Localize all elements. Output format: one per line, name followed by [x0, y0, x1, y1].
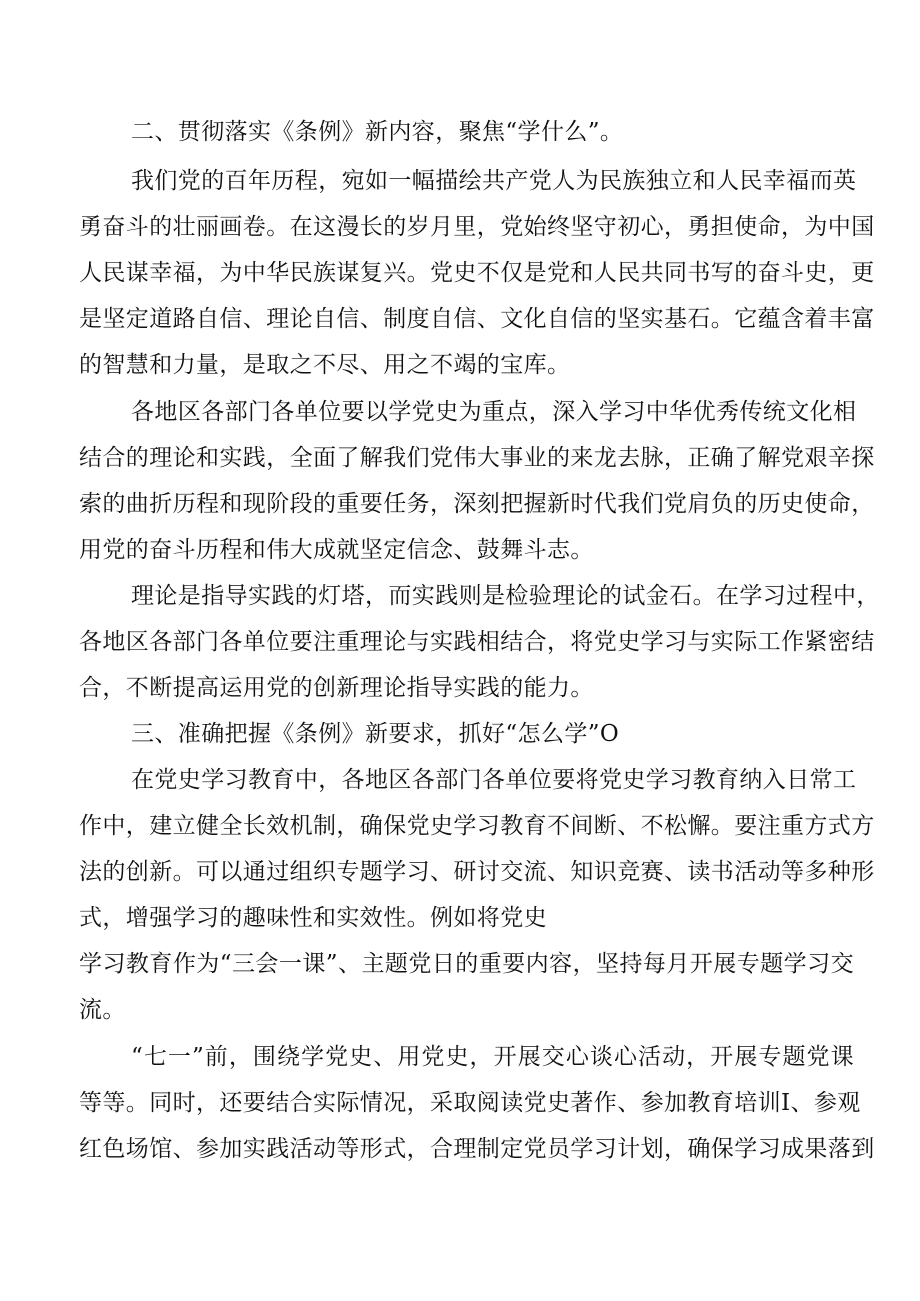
paragraph-line: 在党史学习教育中，各地区各部门各单位要将党史学习教育纳入日常工 [131, 767, 857, 793]
paragraph-line: 合，不断提高运用党的创新理论指导实践的能力。 [79, 675, 594, 701]
paragraph-line: 各地区各部门各单位要注重理论与实践相结合，将党史学习与实际工作紧密结 [79, 629, 875, 655]
paragraph-line: 各地区各部门各单位要以学党史为重点，深入学习中华优秀传统文化相 [131, 399, 857, 425]
paragraph-line: 我们党的百年历程，宛如一幅描绘共产党人为民族独立和人民幸福而英 [131, 168, 857, 194]
paragraph-line: 勇奋斗的壮丽画卷。在这漫长的岁月里，党始终坚守初心，勇担使命，为中国 [79, 214, 875, 240]
section-heading-3: 三、准确把握《条例》新要求，抓好“怎么学”O [131, 721, 620, 747]
paragraph-line: “七一”前，围绕学党史、用党史，开展交心谈心活动，开展专题党课 [131, 1044, 854, 1070]
paragraph-line: 学习教育作为“三会一课”、主题党日的重要内容，坚持每月开展专题学习交 [79, 951, 854, 977]
paragraph-line: 结合的理论和实践，全面了解我们党伟大事业的来龙去脉，正确了解党艰辛探 [79, 445, 875, 471]
paragraph-line: 人民谋幸福，为中华民族谋复兴。党史不仅是党和人民共同书写的奋斗史，更 [79, 260, 875, 286]
section-heading-2: 二、贯彻落实《条例》新内容，聚焦“学什么”。 [131, 119, 624, 145]
paragraph-line: 的智慧和力量，是取之不尽、用之不竭的宝库。 [79, 352, 571, 378]
paragraph-line: 作中，建立健全长效机制，确保党史学习教育不间断、不松懈。要注重方式方 [79, 813, 875, 839]
paragraph-line: 用党的奋斗历程和伟大成就坚定信念、鼓舞斗志。 [79, 537, 594, 563]
paragraph-line: 等等。同时，还要结合实际情况，采取阅读党史著作、参加教育培训I、参观 [79, 1090, 861, 1116]
paragraph-line: 理论是指导实践的灯塔，而实践则是检验理论的试金石。在学习过程中， [131, 583, 880, 609]
paragraph-line: 红色场馆、参加实践活动等形式，合理制定党员学习计划，确保学习成果落到 [79, 1136, 875, 1162]
paragraph-line: 索的曲折历程和现阶段的重要任务，深刻把握新时代我们党肩负的历史使命， [79, 491, 875, 517]
paragraph-line: 式，增强学习的趣味性和实效性。例如将党史 [79, 905, 547, 931]
paragraph-line: 流。 [79, 997, 126, 1023]
paragraph-line: 是坚定道路自信、理论自信、制度自信、文化自信的坚实基石。它蕴含着丰富 [79, 306, 875, 332]
paragraph-line: 法的创新。可以通过组织专题学习、研讨交流、知识竞赛、读书活动等多种形 [79, 859, 875, 885]
